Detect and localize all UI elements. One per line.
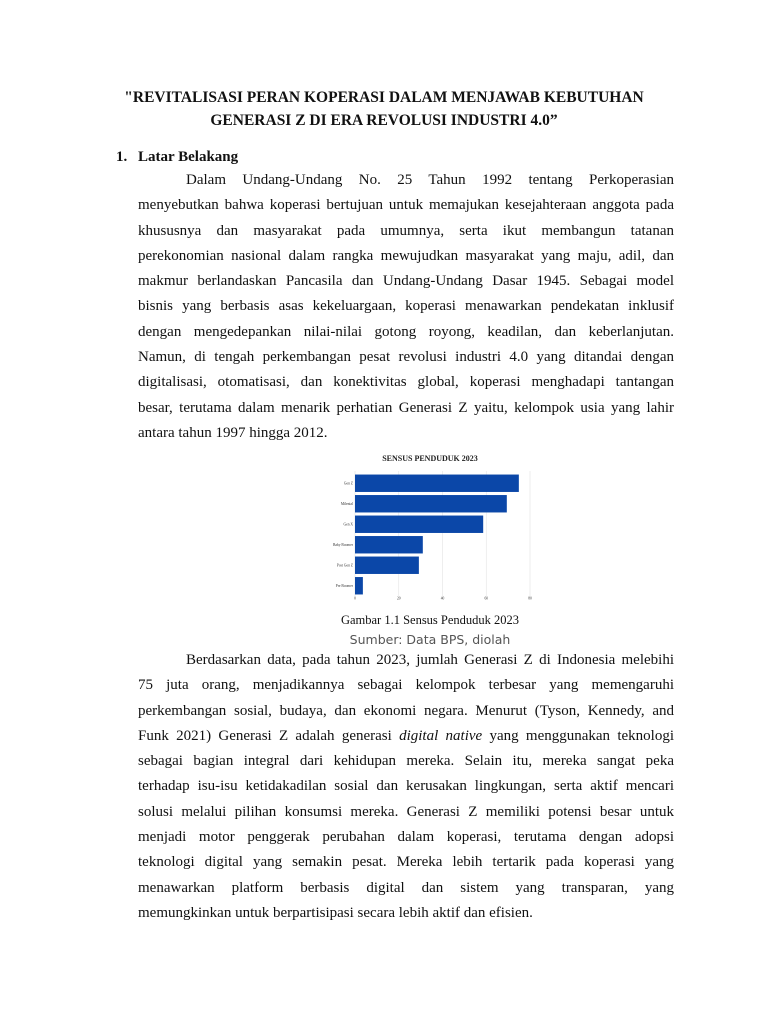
paragraph-line: perekonomian nasional dalam rangka mewujudkan masyarakat yang maju, adil, dan (138, 247, 674, 264)
line-text: Funk 2021) Generasi Z adalah generasi (138, 727, 400, 744)
y-tick-label: Pre Boomer (335, 583, 353, 588)
paragraph-line: teknologi digital yang semakin pesat. Mereka lebih tertarik pada koperasi yang (138, 854, 674, 871)
chart-bar (355, 557, 419, 574)
x-tick-label: 60 (484, 596, 489, 601)
chart-title: SENSUS PENDUDUK 2023 (382, 454, 478, 463)
y-tick-label: Post Gen Z (336, 563, 353, 568)
y-tick-label: Milenial (340, 501, 353, 506)
paragraph-line: 75 juta orang, menjadikannya sebagai kelompok terbesar yang memengaruhi (138, 677, 674, 694)
paragraph-line: menyebutkan bahwa koperasi bertujuan untuk memajukan kesejahteraan anggota pada (138, 197, 674, 214)
paragraph-line: digitalisasi, otomatisasi, dan konektivitas global, koperasi menghadapi tantangan (138, 374, 674, 391)
paragraph-line (138, 724, 674, 749)
paragraph-line: perkembangan sosial, budaya, dan ekonomi negara. Menurut (Tyson, Kennedy, and (138, 702, 674, 719)
paragraph-line: Berdasarkan data, pada tahun 2023, jumlah Generasi Z di Indonesia melebihi (186, 652, 674, 668)
title-line-2: GENERASI Z DI ERA REVOLUSI INDUSTRI 4.0” (210, 112, 558, 129)
document-title (60, 86, 708, 132)
chart-bar (355, 516, 483, 533)
paragraph-line: dengan mengedepankan nilai-nilai gotong royong, keadilan, dan keberlanjutan. (138, 323, 674, 340)
y-tick-label: Gen X (343, 522, 353, 527)
paragraph-line: makmur berlandaskan Pancasila dan Undang-Undang Dasar 1945. Sebagai model (138, 273, 674, 290)
section-title: Latar Belakang (138, 149, 239, 165)
paragraph-line: khususnya dan masyarakat pada umumnya, serta ikut membangun tatanan (138, 222, 674, 239)
paragraph-line: menjadi motor penggerak perubahan dalam koperasi, terutama dengan adopsi (138, 829, 674, 846)
chart-bar (355, 495, 507, 512)
y-tick-label: Baby Boomer (332, 542, 353, 547)
census-chart-figure (325, 448, 535, 606)
italic-term: digital native (399, 727, 483, 744)
paragraph-line: antara tahun 1997 hingga 2012. (138, 424, 328, 441)
paragraph-2 (138, 648, 674, 926)
paragraph-1 (138, 168, 674, 446)
line-text: yang menggunakan teknologi (482, 727, 674, 744)
paragraph-line: besar, terutama dalam menarik perhatian Generasi Z yaitu, kelompok usia yang lahir (138, 399, 674, 416)
section-number: 1. (116, 149, 128, 165)
paragraph-line: Dalam Undang-Undang No. 25 Tahun 1992 tentang Perkoperasian (186, 172, 674, 188)
x-tick-label: 40 (440, 596, 445, 601)
section-heading (116, 147, 238, 167)
paragraph-line: Namun, di tengah perkembangan pesat revolusi industri 4.0 yang ditandai dengan (138, 349, 674, 366)
paragraph-line: bisnis yang berbasis asas kekeluargaan, koperasi menawarkan pendekatan inklusif (138, 298, 674, 315)
paragraph-line: solusi melalui pilihan konsumsi mereka. Generasi Z memiliki potensi besar untuk (138, 803, 674, 820)
x-tick-label: 0 (354, 596, 356, 601)
paragraph-line: memungkinkan untuk berpartisipasi secara lebih aktif dan efisien. (138, 904, 533, 921)
y-tick-label: Gen Z (343, 481, 353, 486)
census-bar-chart (325, 448, 535, 606)
paragraph-line: menawarkan platform berbasis digital dan sistem yang transparan, yang (138, 879, 674, 896)
x-tick-label: 20 (396, 596, 401, 601)
paragraph-line: terhadap isu-isu ketidakadilan sosial dan kerusakan lingkungan, serta aktif mencari (138, 778, 674, 795)
figure-source: Sumber: Data BPS, diolah (349, 632, 511, 647)
paragraph-line: sebagai bagian integral dari kehidupan mereka. Selain itu, mereka sangat peka (138, 753, 674, 770)
chart-bar (355, 475, 519, 492)
x-tick-label: 80 (528, 596, 532, 601)
chart-bar (355, 536, 423, 553)
title-line-1: "REVITALISASI PERAN KOPERASI DALAM MENJAWAB KEBUTUHAN (124, 89, 644, 106)
chart-bar (355, 577, 363, 594)
figure-caption: Gambar 1.1 Sensus Penduduk 2023 (340, 613, 520, 627)
